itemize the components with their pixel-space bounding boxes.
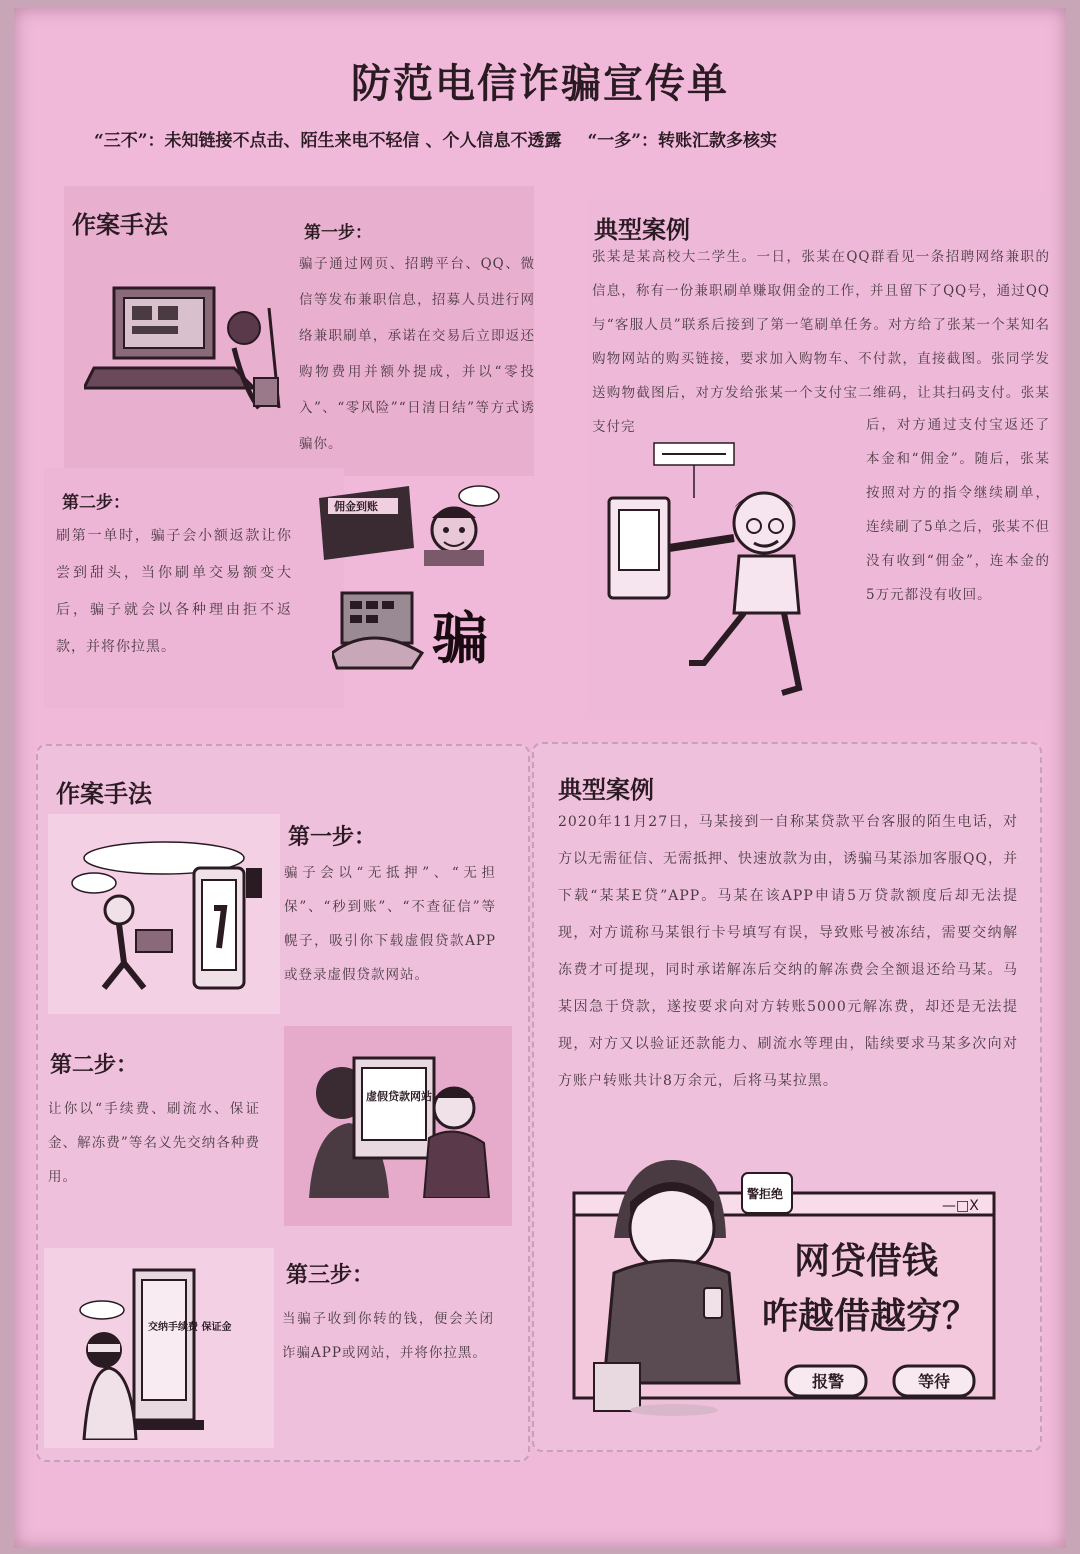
top-right-heading: 典型案例 bbox=[594, 216, 690, 244]
fake-loan-site-illustration bbox=[304, 1048, 494, 1198]
poster-wait-label: 等待 bbox=[918, 1372, 951, 1391]
top-right-text-wide: 张某是某高校大二学生。一日，张某在QQ群看见一条招聘网络兼职的信息，称有一份兼职刷单赚取佣金的工作，并且留下了QQ号，通过QQ与“客服人员”联系后接到了第一笔刷单任务。对方给了张某一个某知名购物网站的购买链接，要求加入购物车、不付款，直接截图。张同学发送购物截图后，对方发给张某一个支付宝二维码，让其扫码支付。张某支付完 bbox=[592, 249, 1050, 435]
bottom-left-step1-title: 第一步： bbox=[288, 825, 377, 850]
commission-label: 佣金到账 bbox=[334, 500, 378, 513]
page-title: 防范电信诈骗宣传单 bbox=[351, 60, 729, 107]
slogan-three-nos: “三不”：未知链接不点击、陌生来电不轻信 、个人信息不透露 bbox=[94, 131, 562, 151]
top-left-heading: 作案手法 bbox=[72, 211, 168, 239]
bottom-left-step3-title: 第三步： bbox=[286, 1263, 375, 1288]
top-left-step2-title: 第二步： bbox=[62, 493, 130, 513]
fake-site-label: 虚假贷款网站 bbox=[366, 1090, 432, 1103]
bottom-left-step2-title: 第二步： bbox=[50, 1053, 139, 1078]
bottom-right-text: 2020年11月27日，马某接到一自称某贷款平台客服的陌生电话，对方以无需征信、无需抵押、快速放款为由，诱骗马某添加客服QQ，并下载“某某E贷”APP。马某在该APP申请5万贷款额度后却无法提现，对方谎称马某银行卡号填写有误，导致账号被冻结，需要交纳解冻费才可提现，同时承诺解冻后交纳的解冻费会全额退还给马某。马某因急于贷款，遂按要求向对方转账5000元解冻费，却还是无法提现，对方又以验证还款能力、刷流水等理由，陆续要求马某多次向对方账户转账共计8万余元，后将马某拉黑。 bbox=[558, 814, 1018, 1089]
student-phone-illustration bbox=[594, 438, 834, 698]
poster-report-label: 报警 bbox=[812, 1372, 845, 1391]
bottom-left-step2-text: 让你以“手续费、刷流水、保证金、解冻费”等名义先交纳各种费用。 bbox=[48, 1101, 260, 1185]
poster-headline-2: 咋越借越穷？ bbox=[762, 1296, 979, 1337]
bottom-left-step1-text: 骗子会以“无抵押”、“无担保”、“秒到账”、“不查征信”等幌子，吸引你下载虚假贷款APP或登录虚假贷款网站。 bbox=[284, 865, 496, 983]
poster-tag: 警拒绝 bbox=[747, 1187, 784, 1201]
laptop-scam-illustration bbox=[84, 268, 284, 418]
top-right-text-narrow: 后，对方通过支付宝返还了本金和“佣金”。随后，张某按照对方的指令继续刷单，连续刷了5单之后，张某不但没有收到“佣金”，连本金的5万元都没有收回。 bbox=[866, 417, 1050, 603]
top-left-step2-text: 刷第一单时，骗子会小额返款让你尝到甜头，当你刷单交易额变大后，骗子就会以各种理由拒不返款，并将你拉黑。 bbox=[56, 528, 292, 655]
bottom-right-heading: 典型案例 bbox=[558, 776, 654, 804]
bottom-left-step3-text: 当骗子收到你转的钱，便会关闭诈骗APP或网站，并将你拉黑。 bbox=[282, 1311, 494, 1361]
poster-headline-1: 网贷借钱 bbox=[794, 1241, 939, 1282]
top-left-step1-title: 第一步： bbox=[304, 223, 372, 243]
poster-window-controls: —□X bbox=[942, 1198, 979, 1214]
slogan-line bbox=[94, 126, 994, 151]
loan-app-illustration bbox=[64, 838, 264, 998]
scam-character-illustration bbox=[332, 583, 512, 673]
scam-char-label: 骗 bbox=[432, 607, 488, 672]
loan-poster-illustration bbox=[554, 1148, 1014, 1418]
slogan-one-more: “一多”：转账汇款多核实 bbox=[587, 131, 778, 151]
bottom-left-heading: 作案手法 bbox=[56, 780, 152, 808]
commission-illustration bbox=[314, 478, 504, 573]
flyer-page bbox=[14, 8, 1066, 1548]
fee-sign-illustration bbox=[74, 1260, 264, 1440]
fee-sign-label: 交纳手续费 保证金 bbox=[148, 1322, 232, 1333]
top-left-step1-text: 骗子通过网页、招聘平台、QQ、微信等发布兼职信息，招募人员进行网络兼职刷单，承诺在交易后立即返还购物费用并额外提成，并以“零投入”、“零风险”“日清日结”等方式诱骗你。 bbox=[299, 256, 535, 452]
